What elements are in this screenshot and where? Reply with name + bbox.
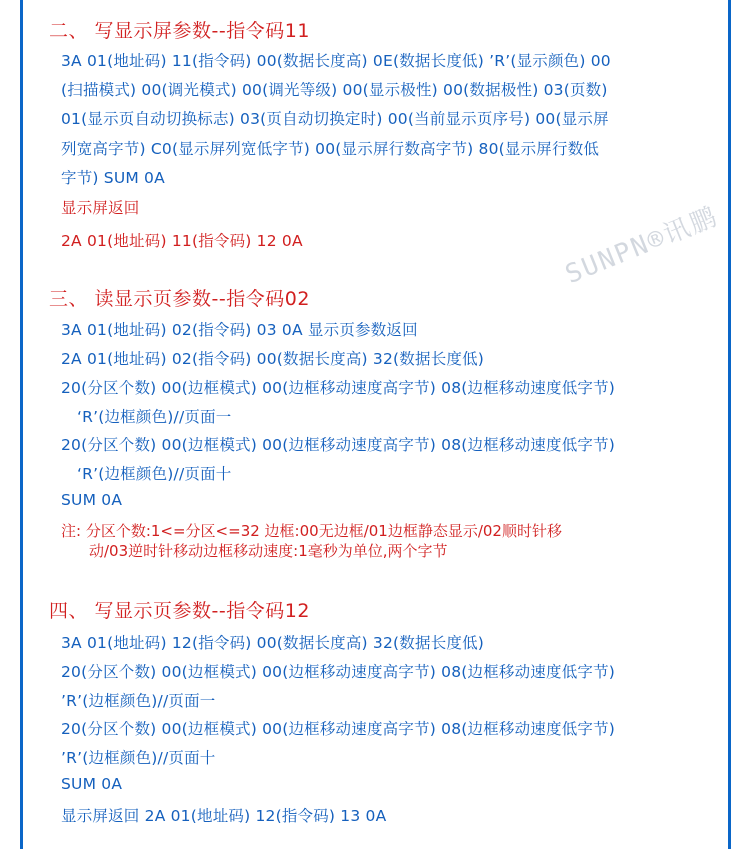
left-border — [20, 0, 23, 849]
section-4-line-3: ’R’(边框颜色)//页面一 — [61, 692, 216, 710]
section-4-line-1: 3A 01(地址码) 12(指令码) 00(数据长度高) 32(数据长度低) — [61, 634, 485, 652]
section-3-line-4: ‘R’(边框颜色)//页面一 — [77, 408, 232, 426]
section-4-line-5: ’R’(边框颜色)//页面十 — [61, 749, 216, 767]
section-3-line-5: 20(分区个数) 00(边框模式) 00(边框移动速度高字节) 08(边框移动速度低字节) — [61, 436, 616, 454]
section-2-line-5: 字节) SUM 0A — [61, 169, 165, 187]
section-2-line-1: 3A 01(地址码) 11(指令码) 00(数据长度高) 0E(数据长度低) ’R’(显示颜色) 00 — [61, 52, 611, 70]
right-border — [728, 0, 731, 849]
section-2-return-value: 2A 01(地址码) 11(指令码) 12 0A — [61, 232, 303, 250]
section-3-line-3: 20(分区个数) 00(边框模式) 00(边框移动速度高字节) 08(边框移动速度低字节) — [61, 379, 616, 397]
section-3-line-1: 3A 01(地址码) 02(指令码) 03 0A 显示页参数返回 — [61, 321, 418, 339]
section-2-line-4: 列宽高字节) C0(显示屏列宽低字节) 00(显示屏行数高字节) 80(显示屏行数低 — [61, 140, 600, 158]
section-3-line-6: ‘R’(边框颜色)//页面十 — [77, 465, 232, 483]
sunpn-watermark: SUNPN®讯鹏 — [561, 201, 723, 291]
section-2-title: 二、 写显示屏参数--指令码11 — [49, 20, 310, 42]
section-3-line-2: 2A 01(地址码) 02(指令码) 00(数据长度高) 32(数据长度低) — [61, 350, 485, 368]
note-line-1: 注: 分区个数:1<=分区<=32 边框:00无边框/01边框静态显示/02顺时针移 — [61, 522, 562, 540]
section-3-note — [61, 521, 562, 561]
note-line-2: 动/03逆时针移动边框移动速度:1毫秒为单位,两个字节 — [89, 542, 448, 560]
section-4-line-2: 20(分区个数) 00(边框模式) 00(边框移动速度高字节) 08(边框移动速度低字节) — [61, 663, 616, 681]
section-4-line-6: SUM 0A — [61, 775, 123, 793]
section-3-title: 三、 读显示页参数--指令码02 — [49, 288, 310, 310]
section-2-line-3: 01(显示页自动切换标志) 03(页自动切换定时) 00(当前显示页序号) 00(显示屏 — [61, 110, 609, 128]
section-4-title: 四、 写显示页参数--指令码12 — [49, 600, 310, 622]
section-2-line-2: (扫描模式) 00(调光模式) 00(调光等级) 00(显示极性) 00(数据极性) 03(页数) — [61, 81, 608, 99]
section-4-line-7: 显示屏返回 2A 01(地址码) 12(指令码) 13 0A — [61, 807, 387, 825]
section-2-return-label: 显示屏返回 — [61, 199, 140, 217]
section-4-line-4: 20(分区个数) 00(边框模式) 00(边框移动速度高字节) 08(边框移动速度低字节) — [61, 720, 616, 738]
section-3-line-7: SUM 0A — [61, 491, 123, 509]
